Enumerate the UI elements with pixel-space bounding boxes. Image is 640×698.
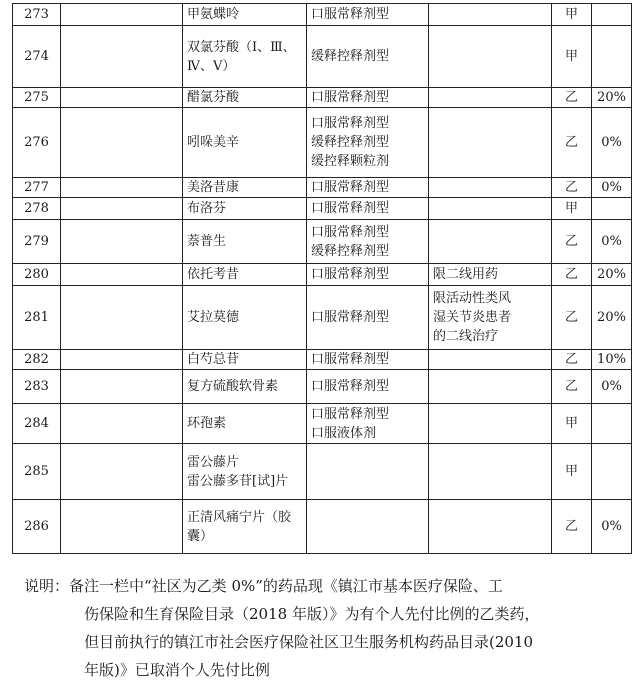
category: 乙 <box>552 500 592 554</box>
copay-percent: 0% <box>592 370 632 404</box>
drug-name <box>183 26 307 88</box>
restriction <box>429 350 552 370</box>
table-row <box>13 404 632 444</box>
restriction <box>429 198 552 220</box>
table-row <box>13 286 632 350</box>
category: 甲 <box>552 444 592 500</box>
dosage-form <box>307 220 429 264</box>
table-row <box>13 264 632 286</box>
drug-name <box>183 500 307 554</box>
drug-name-line: 白芍总苷 <box>187 352 240 367</box>
table-row <box>13 220 632 264</box>
restriction <box>429 500 552 554</box>
blank-cell <box>61 286 183 350</box>
row-number: 282 <box>13 350 61 370</box>
category: 乙 <box>552 370 592 404</box>
drug-name <box>183 350 307 370</box>
table-row <box>13 178 632 198</box>
drug-name-line: 雷公藤多苷[试]片 <box>187 473 289 489</box>
drug-name-line: 吲哚美辛 <box>187 135 240 150</box>
blank-cell <box>61 370 183 404</box>
copay-percent: 0% <box>592 108 632 178</box>
row-number: 275 <box>13 88 61 108</box>
drug-name-line: 依托考昔 <box>187 267 240 282</box>
drug-name <box>183 286 307 350</box>
drug-name <box>183 370 307 404</box>
drug-name <box>183 178 307 198</box>
blank-cell <box>61 404 183 444</box>
dosage-form <box>307 198 429 220</box>
drug-name <box>183 198 307 220</box>
dosage-form <box>307 88 429 108</box>
category: 甲 <box>552 404 592 444</box>
drug-name <box>183 404 307 444</box>
restriction <box>429 88 552 108</box>
drug-name-line: 囊） <box>187 528 214 544</box>
dosage-form-line: 口服常释剂型 <box>311 379 390 394</box>
dosage-form <box>307 178 429 198</box>
category: 乙 <box>552 178 592 198</box>
dosage-form <box>307 444 429 500</box>
drug-name-line: 美洛昔康 <box>187 180 240 195</box>
note-line-4: 年版)》已取消个人先付比例 <box>84 661 270 679</box>
dosage-form <box>307 4 429 26</box>
category: 乙 <box>552 88 592 108</box>
blank-cell <box>61 108 183 178</box>
dosage-form <box>307 26 429 88</box>
category: 乙 <box>552 264 592 286</box>
category: 乙 <box>552 286 592 350</box>
drug-name-line: 复方硫酸软骨素 <box>187 379 279 394</box>
category: 乙 <box>552 350 592 370</box>
restriction <box>429 178 552 198</box>
copay-percent: 20% <box>592 88 632 108</box>
restriction-line: 限二线用药 <box>433 267 499 282</box>
copay-percent: 20% <box>592 264 632 286</box>
table-row <box>13 26 632 88</box>
dosage-form-line: 口服常释剂型 <box>311 180 390 195</box>
dosage-form <box>307 370 429 404</box>
row-number: 283 <box>13 370 61 404</box>
blank-cell <box>61 220 183 264</box>
drug-name <box>183 108 307 178</box>
blank-cell <box>61 264 183 286</box>
dosage-form-line: 口服常释剂型 <box>311 201 390 216</box>
restriction <box>429 108 552 178</box>
blank-cell <box>61 4 183 26</box>
table-body <box>13 4 632 554</box>
row-number: 276 <box>13 108 61 178</box>
row-number: 281 <box>13 286 61 350</box>
drug-name-line: 双氯芬酸（Ⅰ、Ⅲ、 <box>187 39 296 55</box>
note-line-1: 说明：备注一栏中“社区为乙类 0%”的药品现《镇江市基本医疗保险、工 <box>24 577 503 595</box>
note-line-2: 伤保险和生育保险目录（2018 年版）》为有个人先付比例的乙类药， <box>84 605 540 623</box>
dosage-form <box>307 404 429 444</box>
row-number: 279 <box>13 220 61 264</box>
dosage-form <box>307 286 429 350</box>
copay-percent <box>592 444 632 500</box>
table-row <box>13 370 632 404</box>
copay-percent <box>592 26 632 88</box>
dosage-form-line: 口服常释剂型 <box>311 310 390 325</box>
category: 甲 <box>552 26 592 88</box>
dosage-form-line: 口服常释剂型 <box>311 90 390 105</box>
table-row <box>13 500 632 554</box>
table-row <box>13 4 632 26</box>
drug-name <box>183 264 307 286</box>
row-number: 284 <box>13 404 61 444</box>
dosage-form-line: 缓释控释剂型 <box>311 243 390 259</box>
category: 甲 <box>552 198 592 220</box>
drug-name-line: 布洛芬 <box>187 201 227 216</box>
copay-percent: 20% <box>592 286 632 350</box>
dosage-form-line: 缓释控释剂型 <box>311 135 390 150</box>
dosage-form <box>307 108 429 178</box>
row-number: 285 <box>13 444 61 500</box>
copay-percent <box>592 198 632 220</box>
footnote <box>24 572 624 684</box>
restriction <box>429 370 552 404</box>
dosage-form-line: 口服常释剂型 <box>311 406 390 422</box>
restriction <box>429 444 552 500</box>
copay-percent: 10% <box>592 350 632 370</box>
restriction <box>429 286 552 350</box>
dosage-form-line: 口服常释剂型 <box>311 224 390 240</box>
blank-cell <box>61 350 183 370</box>
blank-cell <box>61 178 183 198</box>
drug-name-line: 甲氨蝶呤 <box>187 7 240 22</box>
table-row <box>13 198 632 220</box>
dosage-form <box>307 350 429 370</box>
restriction <box>429 404 552 444</box>
drug-name-line: 萘普生 <box>187 234 227 249</box>
drug-name <box>183 220 307 264</box>
dosage-form-line: 口服常释剂型 <box>311 267 390 282</box>
drug-name-line: 醋氯芬酸 <box>187 90 240 105</box>
restriction-line: 限活动性类风 <box>433 291 512 306</box>
category: 乙 <box>552 108 592 178</box>
drug-name <box>183 4 307 26</box>
dosage-form-line: 口服常释剂型 <box>311 7 390 22</box>
restriction-line: 湿关节炎患者 <box>433 310 512 325</box>
table-row <box>13 350 632 370</box>
dosage-form-line: 口服液体剂 <box>311 425 377 441</box>
row-number: 277 <box>13 178 61 198</box>
copay-percent: 0% <box>592 178 632 198</box>
copay-percent: 0% <box>592 220 632 264</box>
drug-name-line: Ⅳ、Ⅴ） <box>187 58 236 74</box>
row-number: 280 <box>13 264 61 286</box>
drug-table <box>12 3 632 554</box>
drug-name <box>183 88 307 108</box>
blank-cell <box>61 26 183 88</box>
table-row <box>13 88 632 108</box>
drug-name <box>183 444 307 500</box>
dosage-form-line: 口服常释剂型 <box>311 352 390 367</box>
category: 甲 <box>552 4 592 26</box>
restriction <box>429 264 552 286</box>
row-number: 286 <box>13 500 61 554</box>
drug-name-line: 艾拉莫德 <box>187 310 240 325</box>
copay-percent: 0% <box>592 500 632 554</box>
blank-cell <box>61 444 183 500</box>
restriction-line: 的二线治疗 <box>433 329 499 344</box>
note-line-3: 但目前执行的镇江市社会医疗保险社区卫生服务机构药品目录(2010 <box>84 633 534 651</box>
blank-cell <box>61 88 183 108</box>
category: 乙 <box>552 220 592 264</box>
dosage-form <box>307 264 429 286</box>
restriction <box>429 220 552 264</box>
copay-percent <box>592 4 632 26</box>
dosage-form-line: 缓释控释剂型 <box>311 49 390 64</box>
restriction <box>429 4 552 26</box>
copay-percent <box>592 404 632 444</box>
dosage-form-line: 口服常释剂型 <box>311 116 390 131</box>
table-row <box>13 108 632 178</box>
row-number: 273 <box>13 4 61 26</box>
blank-cell <box>61 198 183 220</box>
row-number: 278 <box>13 198 61 220</box>
restriction <box>429 26 552 88</box>
drug-name-line: 正清风痛宁片（胶 <box>187 509 292 525</box>
drug-name-line: 雷公藤片 <box>187 454 240 470</box>
dosage-form-line: 缓控释颗粒剂 <box>311 154 390 169</box>
row-number: 274 <box>13 26 61 88</box>
drug-name-line: 环孢素 <box>187 416 227 431</box>
table-row <box>13 444 632 500</box>
dosage-form <box>307 500 429 554</box>
blank-cell <box>61 500 183 554</box>
